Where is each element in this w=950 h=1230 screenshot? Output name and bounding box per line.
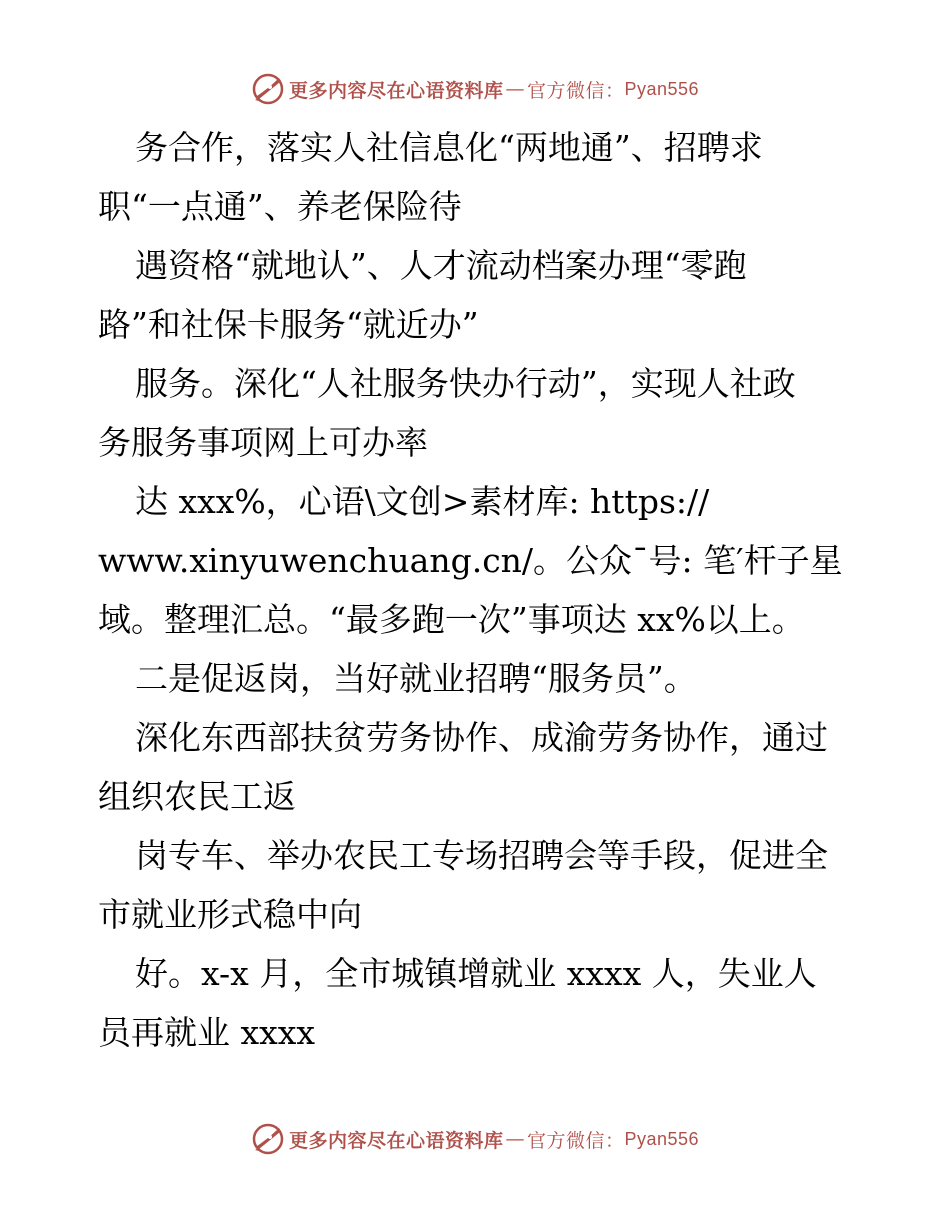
- text-line: 岗专车、举办农民工专场招聘会等手段，促进全: [135, 836, 828, 875]
- text-line: 好。x-x 月，全市城镇增就业 xxxx 人，失业人: [135, 954, 817, 993]
- banner-separator: —: [505, 1128, 525, 1150]
- text-line: 职“一点通”、养老保险待: [98, 187, 462, 226]
- banner-subtitle: 官方微信：: [526, 1129, 625, 1152]
- body-text: [98, 118, 858, 1062]
- text-line: 路”和社保卡服务“就近办”: [98, 305, 479, 344]
- banner-account: Pyan556: [624, 78, 700, 99]
- banner-title: 更多内容尽在心语资料库: [288, 79, 504, 102]
- text-line: 务合作，落实人社信息化“两地通”、招聘求: [135, 128, 763, 167]
- text-line: 务服务事项网上可办率: [98, 423, 428, 462]
- pen-nib-logo-icon: [251, 1122, 285, 1156]
- text-line: 二是促返岗，当好就业招聘“服务员”。: [135, 659, 697, 698]
- text-line: 组织农民工返: [98, 777, 296, 816]
- text-line: 深化东西部扶贫劳务协作、成渝劳务协作，通过: [135, 718, 828, 757]
- text-line: 遇资格“就地认”、人才流动档案办理“零跑: [135, 246, 747, 285]
- banner-title: 更多内容尽在心语资料库: [288, 1129, 504, 1152]
- text-line: 员再就业 xxxx: [98, 1013, 315, 1052]
- text-line: 域。整理汇总。“最多跑一次”事项达 xx%以上。: [98, 600, 805, 639]
- banner-separator: —: [505, 78, 525, 100]
- banner-account: Pyan556: [624, 1128, 700, 1149]
- text-line: 市就业形式稳中向: [98, 895, 362, 934]
- footer-banner: [0, 1121, 950, 1157]
- banner-subtitle: 官方微信：: [526, 79, 625, 102]
- text-line: www.xinyuwenchuang.cn/。公众¯号: 笔′杆子星: [98, 541, 843, 580]
- text-line: 服务。深化“人社服务快办行动”，实现人社政: [135, 364, 796, 403]
- pen-nib-logo-icon: [251, 72, 285, 106]
- header-banner: [0, 71, 950, 107]
- text-line: 达 xxx%，心语\文创>素材库: https://: [135, 482, 710, 521]
